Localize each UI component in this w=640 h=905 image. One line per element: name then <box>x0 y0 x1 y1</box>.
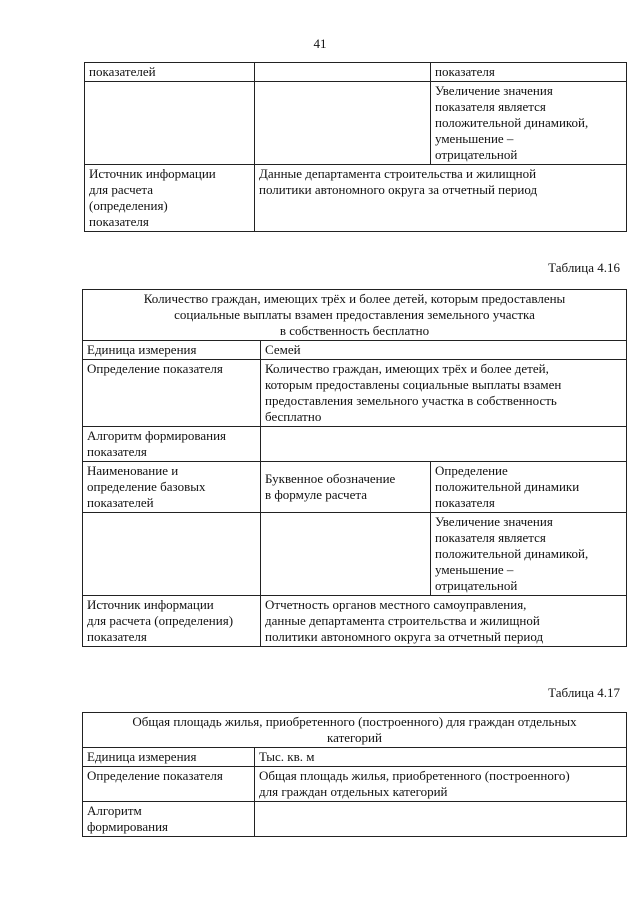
unit-label: Единица измерения <box>83 748 255 767</box>
unit-label: Единица измерения <box>83 341 261 360</box>
table-row <box>83 360 627 427</box>
table-row <box>83 767 627 802</box>
table-header-row <box>83 713 627 748</box>
table-header: Количество граждан, имеющих трёх и более детей, которым предоставлены социальные выплаты взамен предоставления земельного участка в собственность бесплатно <box>83 290 627 341</box>
table-row <box>85 63 627 82</box>
dynamics-value: Увеличение значения показателя является положительной динамикой, уменьшение – отрицательной <box>431 513 627 596</box>
table-header: Общая площадь жилья, приобретенного (построенного) для граждан отдельных категорий <box>83 713 627 748</box>
source-label: Источник информации для расчета (определения) показателя <box>83 596 261 647</box>
algorithm-value <box>261 427 627 462</box>
letter-label: Буквенное обозначение в формуле расчета <box>261 462 431 513</box>
table-cell <box>83 513 261 596</box>
table-row <box>85 82 627 165</box>
unit-value: Тыс. кв. м <box>255 748 627 767</box>
table-cell: показателя <box>431 63 627 82</box>
definition-value: Количество граждан, имеющих трёх и более детей, которым предоставлены социальные выплаты взамен предоставления земельного участка в собственность бесплатно <box>261 360 627 427</box>
algorithm-label: Алгоритм формирования показателя <box>83 427 261 462</box>
algorithm-value <box>255 802 627 837</box>
algorithm-label: Алгоритм формирования <box>83 802 255 837</box>
source-value: Данные департамента строительства и жилищной политики автономного округа за отчетный период <box>255 165 627 232</box>
table-row <box>83 341 627 360</box>
table-row <box>83 462 627 513</box>
table-header-row <box>83 290 627 341</box>
table-row <box>83 802 627 837</box>
definition-label: Определение показателя <box>83 360 261 427</box>
table-4-16 <box>82 289 627 647</box>
unit-value: Семей <box>261 341 627 360</box>
table-cell <box>255 82 431 165</box>
source-label: Источник информации для расчета (определения) показателя <box>85 165 255 232</box>
table-cell <box>85 82 255 165</box>
definition-value: Общая площадь жилья, приобретенного (построенного) для граждан отдельных категорий <box>255 767 627 802</box>
table-caption: Таблица 4.17 <box>548 685 620 700</box>
table-row <box>83 748 627 767</box>
source-value: Отчетность органов местного самоуправления, данные департамента строительства и жилищной политики автономного округа за отчетный период <box>261 596 627 647</box>
table-continued <box>84 62 627 232</box>
table-row <box>85 165 627 232</box>
table-cell <box>255 63 431 82</box>
table-cell: Увеличение значения показателя является положительной динамикой, уменьшение – отрицательной <box>431 82 627 165</box>
table-cell <box>261 513 431 596</box>
table-row <box>83 513 627 596</box>
page-number: 41 <box>313 36 327 51</box>
table-cell: показателей <box>85 63 255 82</box>
definition-label: Определение показателя <box>83 767 255 802</box>
table-row <box>83 596 627 647</box>
table-caption: Таблица 4.16 <box>548 260 620 275</box>
dynamics-label: Определение положительной динамики показателя <box>431 462 627 513</box>
table-4-17 <box>82 712 627 837</box>
table-row <box>83 427 627 462</box>
base-label: Наименование и определение базовых показателей <box>83 462 261 513</box>
